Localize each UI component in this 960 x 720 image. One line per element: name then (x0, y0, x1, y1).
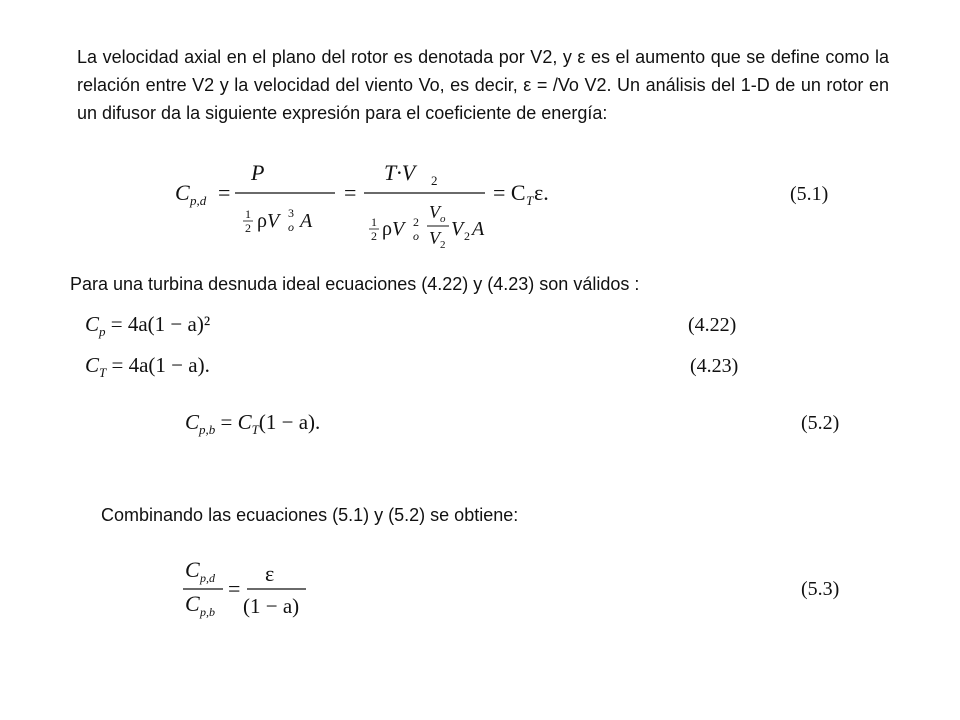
equation-5-2: $C_{p,b} = C_T(1 - a)$. (185, 410, 321, 437)
svg-text:=: = (218, 180, 231, 205)
svg-text:V: V (429, 202, 440, 222)
eq-5-1-numerator-p: P (251, 160, 265, 185)
svg-text:T: T (526, 193, 534, 208)
bare-turbine-paragraph: Para una turbina desnuda ideal ecuaciones (4.22) y (4.23) son válidos : (70, 274, 640, 294)
svg-text:V: V (451, 218, 464, 240)
svg-text:2: 2 (440, 239, 446, 251)
svg-text:1: 1 (245, 207, 251, 221)
svg-text:2: 2 (371, 229, 377, 243)
svg-text:o: o (413, 229, 419, 243)
eq-5-1-result: = C (493, 180, 526, 205)
eq-5-1-number: (5.1) (790, 183, 829, 205)
svg-text:o: o (440, 213, 446, 225)
eq-4-22-rhs: = 4a(1 − a)² (110, 312, 211, 336)
svg-text:o: o (288, 220, 294, 234)
svg-text:C: C (185, 557, 200, 582)
svg-text:2: 2 (464, 229, 470, 243)
svg-text:p,d: p,d (200, 571, 215, 585)
svg-text:A: A (300, 210, 313, 232)
eq-5-2-number: (5.2) (801, 412, 840, 434)
svg-text:2: 2 (431, 173, 438, 188)
svg-text:1: 1 (371, 215, 377, 229)
svg-text:ρV: ρV (382, 218, 405, 240)
eq-5-2-rhs-tail: (1 − a). (258, 410, 321, 434)
equation-4-22: $C_p = 4a(1 - a)^2$ (85, 312, 211, 339)
eq-4-23-rhs: = 4a(1 − a). (111, 353, 210, 377)
intro-paragraph: La velocidad axial en el plano del rotor es denotada por V2, y ε es el aumento que se define como la relación entre V2 y la velocidad del viento Vo, es decir, ε = /Vo V2. Un análisis del 1-D de un rotor en un difusor da la siguiente expresión para el coeficiente de energía: (77, 47, 889, 123)
combining-paragraph: Combinando las ecuaciones (5.1) y (5.2) se obtiene: (101, 505, 519, 525)
svg-text:2: 2 (245, 221, 251, 235)
svg-text:2: 2 (413, 215, 419, 229)
svg-text:C: C (185, 591, 200, 616)
svg-text:=: = (228, 576, 241, 601)
eq-5-1-numerator-tv: T·V (384, 160, 416, 185)
svg-text:A: A (472, 218, 485, 240)
svg-text:V: V (429, 228, 440, 248)
eq-5-3-numerator: ε (265, 561, 275, 586)
svg-text:=: = (344, 180, 357, 205)
eq-4-22-number: (4.22) (688, 314, 737, 336)
svg-text:3: 3 (288, 206, 294, 220)
eq-4-23-number: (4.23) (690, 355, 739, 377)
svg-text:p,d: p,d (190, 193, 207, 208)
svg-text:p,b: p,b (200, 605, 215, 619)
svg-text:ρV: ρV (257, 210, 280, 232)
eq-5-3-denominator: (1 − a) (243, 594, 300, 618)
equation-4-23: $C_T = 4a(1 - a)$. (85, 353, 210, 380)
eq-5-3-number: (5.3) (801, 578, 840, 600)
eq-5-1-result-tail: ε. (534, 180, 549, 205)
equation-5-1 (175, 160, 595, 252)
equation-5-3 (183, 555, 323, 623)
svg-text:C: C (175, 180, 190, 205)
